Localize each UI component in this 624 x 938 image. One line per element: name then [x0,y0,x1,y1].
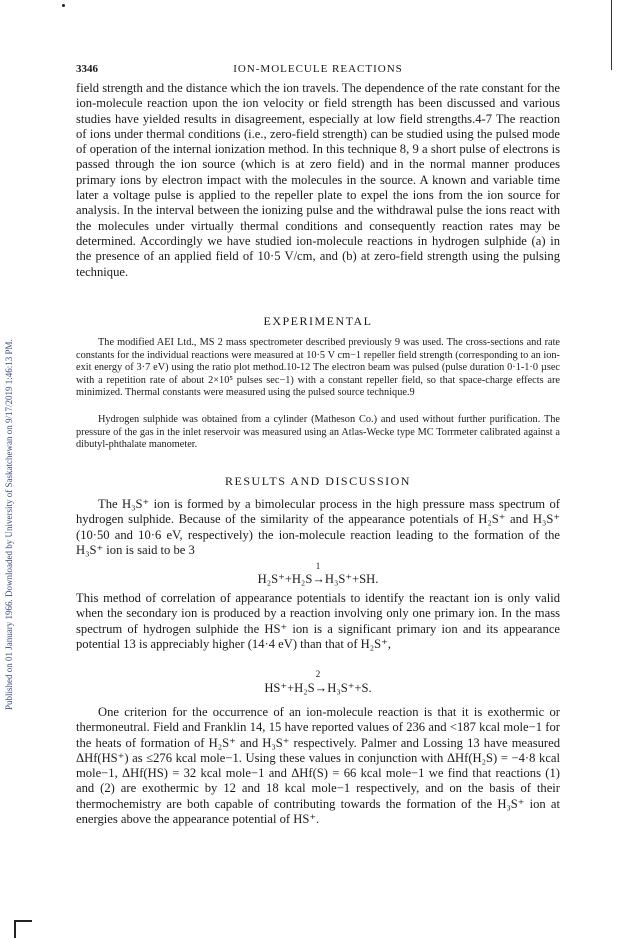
running-title: ION-MOLECULE REACTIONS [233,63,403,75]
results-heading: RESULTS AND DISCUSSION [225,474,411,488]
experimental-paragraph-2: Hydrogen sulphide was obtained from a cylinder (Matheson Co.) and used without further purification. The pressure of the gas in the inlet reservoir was measured using an Atlas-Wecke type MC Torrmeter calibrated against a dibutyl-phthalate manometer. [76,414,560,451]
margin-rule [611,0,612,70]
scan-speck [62,4,65,7]
equation-2: HS⁺+H₂S→H₃S⁺+S. [264,681,372,695]
page-number: 3346 [76,63,98,75]
results-paragraph-3: One criterion for the occurrence of an ion-molecule reaction is that it is exothermic or thermoneutral. Field and Franklin 14, 15 have reported values of 236 and <187 kcal mole−1 for the heats of formation of H₂S⁺ and H₃S⁺ respectively. Palmer and Lossing 13 have measured ΔHf(HS⁺) as ≤276 kcal mole−1. Using these values in conjunction with ΔHf(H₂S) = −4·8 kcal mole−1, ΔHf(HS) = 32 kcal mole−1 and ΔHf(S) = 66 kcal mole−1 we find that reactions (1) and (2) are exothermic by 12 and 18 kcal mole−1 respectively, and on the basis of their thermochemistry are both capable of contributing towards the formation of the H₃S⁺ ion at energies above the appearance potential of HS⁺. [76,705,560,827]
results-paragraph-2: This method of correlation of appearance potentials to identify the reactant ion is only valid when the secondary ion is produced by a reaction involving only one primary ion. In the mass spectrum of hydrogen sulphide the HS⁺ ion is a significant primary ion and its appearance potential 13 is appreciably higher (14·4 eV) than that of H₂S⁺, [76,591,560,651]
experimental-paragraph-1: The modified AEI Ltd., MS 2 mass spectrometer described previously 9 was used. The cross-sections and rate constants for the individual reactions were measured at 10·5 V cm−1 repeller field strength (corresponding to an ion-exit energy of 3·7 eV) using the ratio plot method.10-12 The electron beam was pulsed (pulse duration 0·1-1·0 µsec with a repetition rate of about 2×10⁵ pulses sec−1) with a constant repeller field, so that space-charge effects are minimized. Thermal constants were measured using the pulsed source technique.9 [76,337,560,399]
equation-1: H₂S⁺+H₂S→H₃S⁺+SH. [257,572,379,586]
intro-paragraph: field strength and the distance which the ion travels. The dependence of the rate constant for the ion-molecule reaction upon the ion velocity or field strength has been discussed and various studies have yielded results in disagreement, especially at low field strengths.4-7 The reaction of ions under thermal conditions (i.e., zero-field strength) can be studied using the pulsed mode of operation of the internal ionization method. In this technique 8, 9 a short pulse of electrons is passed through the ion source (which is at zero field) and in the normal manner produces primary ions by electron impact with the molecules in the source. A known and variable time later a voltage pulse is applied to the repeller plate to expel the ions from the ion source for analysis. In the interval between the ionizing pulse and the withdrawal pulse the ions react with the molecules under virtually thermal conditions and consequently reaction rates may be determined. Accordingly we have studied ion-molecule reactions in hydrogen sulphide (a) in the presence of an applied field of 10·5 V/cm, and (b) at zero-field strength using the pulsing technique. [76,81,560,279]
download-notice-text: Published on 01 January 1966. Downloaded by University of Saskatchewan on 9/17/2019 1:46:13 PM. [4,339,14,710]
equation-1-number: 1 [315,561,321,571]
equation-2-number: 2 [315,669,321,679]
experimental-heading: EXPERIMENTAL [263,314,373,328]
crop-mark [14,920,32,938]
download-notice [0,110,16,710]
results-paragraph-1: The H₃S⁺ ion is formed by a bimolecular process in the high pressure mass spectrum of hydrogen sulphide. Because of the similarity of the appearance potentials of H₂S⁺ and H₃S⁺ (10·50 and 10·6 eV, respectively) the ion-molecule reaction leading to the formation of the H₃S⁺ ion is said to be 3 [76,497,560,557]
running-header [76,63,560,77]
